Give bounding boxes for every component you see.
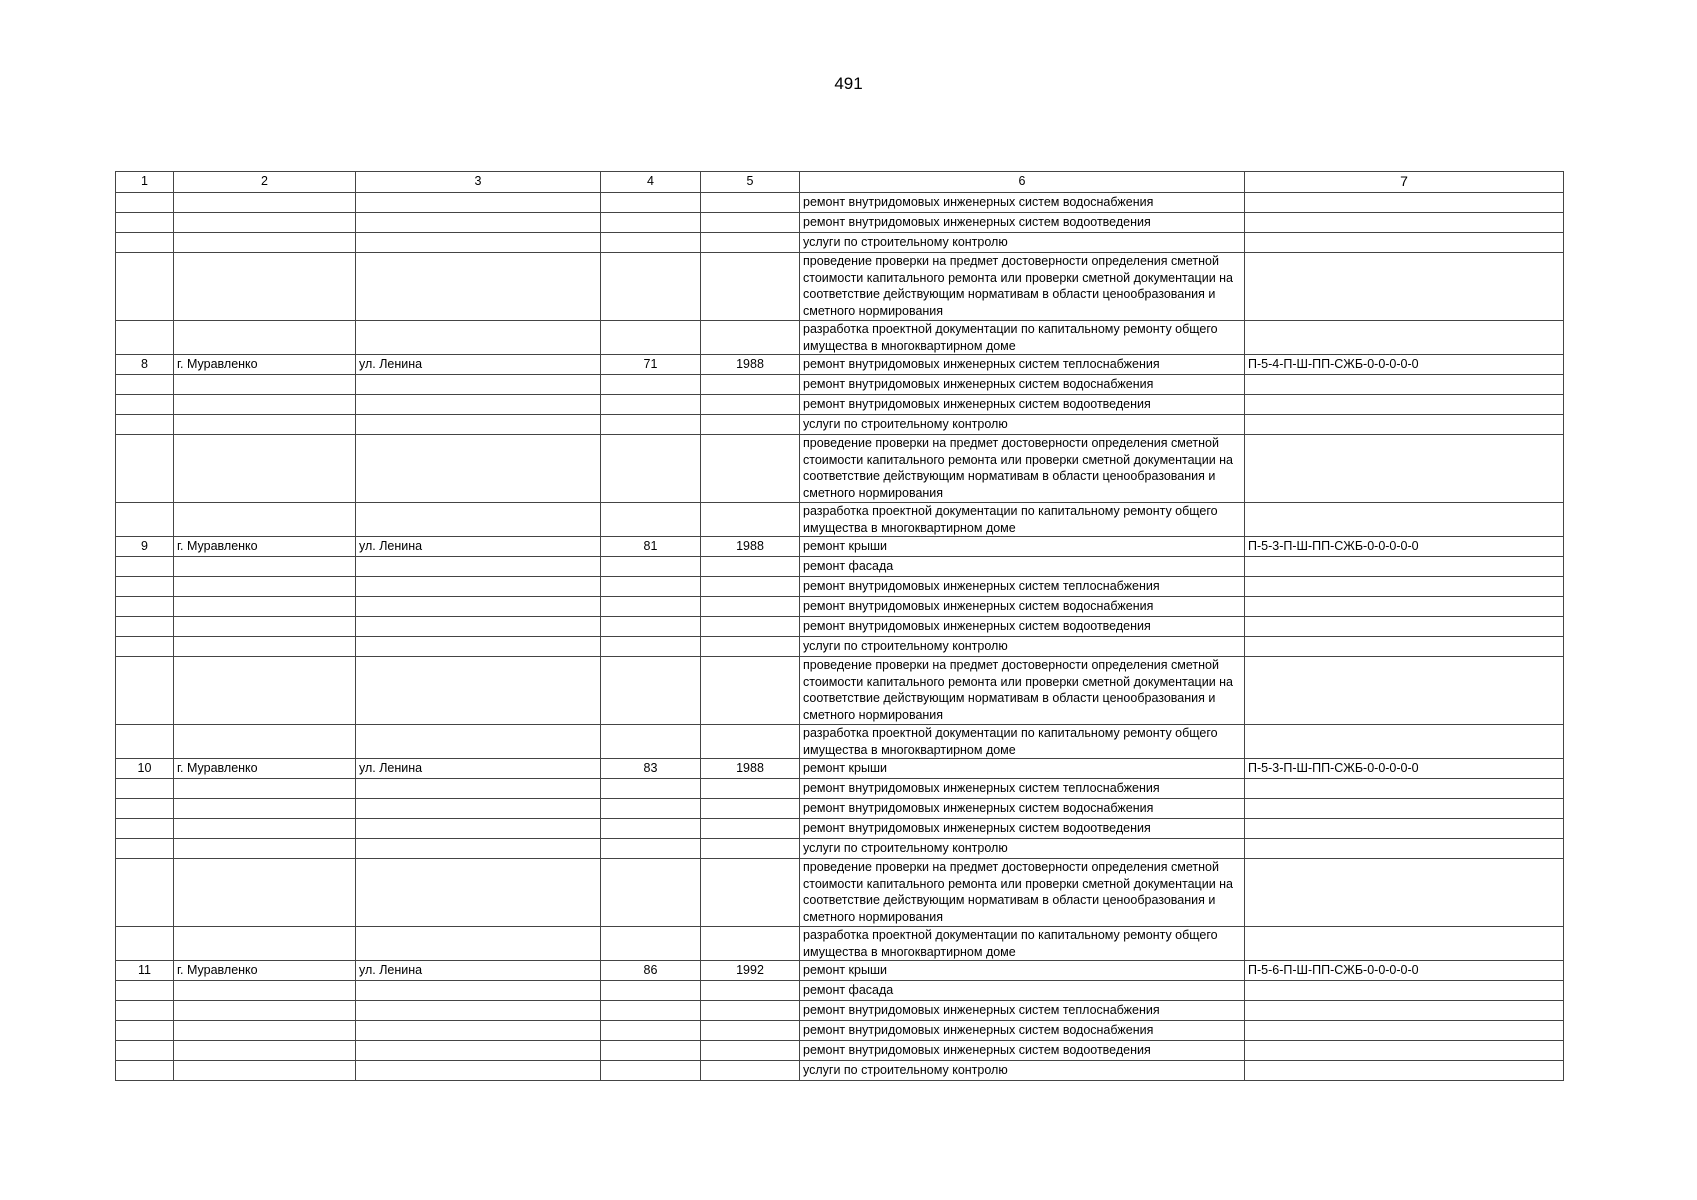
cell-work-type: разработка проектной документации по капитальному ремонту общего имущества в многоквартирном доме — [800, 321, 1245, 355]
cell-work-type: ремонт крыши — [800, 759, 1245, 779]
cell-city — [174, 321, 356, 355]
cell-number — [116, 819, 174, 839]
cell-city — [174, 859, 356, 927]
cell-number — [116, 725, 174, 759]
cell-street — [356, 859, 601, 927]
cell-year — [701, 395, 800, 415]
cell-house — [601, 839, 701, 859]
cell-year — [701, 819, 800, 839]
cell-city: г. Муравленко — [174, 759, 356, 779]
cell-code — [1245, 839, 1564, 859]
cell-work-type: услуги по строительному контролю — [800, 1061, 1245, 1081]
cell-number — [116, 637, 174, 657]
cell-number — [116, 657, 174, 725]
cell-work-type: ремонт крыши — [800, 537, 1245, 557]
cell-work-type: ремонт внутридомовых инженерных систем водоснабжения — [800, 1021, 1245, 1041]
header-col-7: 7 — [1245, 172, 1564, 193]
cell-number — [116, 1021, 174, 1041]
table-row — [116, 415, 1564, 435]
table-row — [116, 981, 1564, 1001]
cell-house — [601, 1021, 701, 1041]
cell-house — [601, 637, 701, 657]
cell-house — [601, 321, 701, 355]
cell-city — [174, 577, 356, 597]
table-row — [116, 597, 1564, 617]
cell-work-type: услуги по строительному контролю — [800, 839, 1245, 859]
cell-year — [701, 1061, 800, 1081]
cell-city — [174, 1021, 356, 1041]
cell-street — [356, 577, 601, 597]
cell-number — [116, 213, 174, 233]
table-row — [116, 839, 1564, 859]
cell-number — [116, 503, 174, 537]
cell-street — [356, 839, 601, 859]
cell-year — [701, 597, 800, 617]
cell-street — [356, 617, 601, 637]
table-row — [116, 657, 1564, 725]
cell-number — [116, 1041, 174, 1061]
cell-city — [174, 617, 356, 637]
cell-year — [701, 213, 800, 233]
cell-street — [356, 321, 601, 355]
cell-work-type: ремонт внутридомовых инженерных систем теплоснабжения — [800, 577, 1245, 597]
cell-year — [701, 617, 800, 637]
cell-city — [174, 981, 356, 1001]
cell-code — [1245, 395, 1564, 415]
cell-street — [356, 819, 601, 839]
cell-work-type: услуги по строительному контролю — [800, 637, 1245, 657]
cell-number: 11 — [116, 961, 174, 981]
cell-street: ул. Ленина — [356, 961, 601, 981]
header-col-4: 4 — [601, 172, 701, 193]
cell-year — [701, 375, 800, 395]
cell-house — [601, 253, 701, 321]
cell-street — [356, 657, 601, 725]
cell-house — [601, 435, 701, 503]
cell-work-type: ремонт внутридомовых инженерных систем водоотведения — [800, 819, 1245, 839]
cell-number — [116, 1061, 174, 1081]
cell-house — [601, 557, 701, 577]
table-row — [116, 819, 1564, 839]
cell-city — [174, 779, 356, 799]
cell-house — [601, 859, 701, 927]
cell-street — [356, 1061, 601, 1081]
cell-city — [174, 375, 356, 395]
cell-work-type: ремонт фасада — [800, 557, 1245, 577]
cell-code — [1245, 193, 1564, 213]
cell-work-type: ремонт крыши — [800, 961, 1245, 981]
cell-code — [1245, 557, 1564, 577]
header-col-3: 3 — [356, 172, 601, 193]
cell-number — [116, 253, 174, 321]
cell-street — [356, 233, 601, 253]
table-body — [116, 193, 1564, 1081]
cell-city — [174, 193, 356, 213]
cell-number — [116, 859, 174, 927]
cell-code — [1245, 1061, 1564, 1081]
cell-code — [1245, 375, 1564, 395]
cell-city — [174, 657, 356, 725]
cell-work-type: разработка проектной документации по капитальному ремонту общего имущества в многоквартирном доме — [800, 725, 1245, 759]
cell-work-type: услуги по строительному контролю — [800, 233, 1245, 253]
cell-house — [601, 927, 701, 961]
cell-number — [116, 193, 174, 213]
cell-code — [1245, 617, 1564, 637]
cell-house — [601, 375, 701, 395]
cell-code — [1245, 435, 1564, 503]
cell-house: 71 — [601, 355, 701, 375]
cell-year — [701, 253, 800, 321]
cell-work-type: ремонт внутридомовых инженерных систем теплоснабжения — [800, 355, 1245, 375]
cell-work-type: проведение проверки на предмет достоверности определения сметной стоимости капитального ремонта или проверки сметной документации на соответствие действующим нормативам в области ценообразования и сметного нормирования — [800, 657, 1245, 725]
cell-year — [701, 503, 800, 537]
cell-city: г. Муравленко — [174, 537, 356, 557]
cell-city — [174, 927, 356, 961]
table-row — [116, 557, 1564, 577]
table-row — [116, 859, 1564, 927]
table-row — [116, 213, 1564, 233]
table-row — [116, 779, 1564, 799]
cell-code — [1245, 1001, 1564, 1021]
cell-code — [1245, 819, 1564, 839]
cell-year — [701, 725, 800, 759]
cell-year — [701, 415, 800, 435]
cell-number — [116, 375, 174, 395]
table-row — [116, 435, 1564, 503]
cell-city — [174, 839, 356, 859]
cell-year: 1992 — [701, 961, 800, 981]
repair-program-table — [115, 171, 1564, 1081]
cell-number — [116, 839, 174, 859]
cell-city — [174, 415, 356, 435]
table-row — [116, 637, 1564, 657]
cell-street — [356, 503, 601, 537]
cell-number — [116, 597, 174, 617]
table-row — [116, 193, 1564, 213]
cell-city — [174, 597, 356, 617]
table-row — [116, 321, 1564, 355]
table-row — [116, 375, 1564, 395]
cell-street — [356, 193, 601, 213]
table-row — [116, 799, 1564, 819]
cell-street — [356, 597, 601, 617]
cell-house — [601, 597, 701, 617]
cell-number — [116, 1001, 174, 1021]
cell-work-type: проведение проверки на предмет достоверности определения сметной стоимости капитального ремонта или проверки сметной документации на соответствие действующим нормативам в области ценообразования и сметного нормирования — [800, 253, 1245, 321]
cell-code — [1245, 859, 1564, 927]
table-row — [116, 233, 1564, 253]
cell-number — [116, 415, 174, 435]
cell-house: 86 — [601, 961, 701, 981]
cell-code — [1245, 725, 1564, 759]
cell-number — [116, 577, 174, 597]
cell-house — [601, 233, 701, 253]
cell-street: ул. Ленина — [356, 537, 601, 557]
cell-year — [701, 981, 800, 1001]
cell-city — [174, 395, 356, 415]
cell-year — [701, 927, 800, 961]
cell-year — [701, 577, 800, 597]
cell-code: П-5-3-П-Ш-ПП-СЖБ-0-0-0-0-0 — [1245, 759, 1564, 779]
table-row — [116, 537, 1564, 557]
table-row — [116, 961, 1564, 981]
cell-work-type: ремонт внутридомовых инженерных систем водоснабжения — [800, 597, 1245, 617]
cell-house — [601, 657, 701, 725]
cell-house — [601, 577, 701, 597]
cell-code: П-5-6-П-Ш-ПП-СЖБ-0-0-0-0-0 — [1245, 961, 1564, 981]
cell-street: ул. Ленина — [356, 759, 601, 779]
cell-year — [701, 1041, 800, 1061]
cell-number — [116, 321, 174, 355]
table-row — [116, 759, 1564, 779]
header-row — [116, 172, 1564, 193]
cell-work-type: ремонт внутридомовых инженерных систем водоотведения — [800, 213, 1245, 233]
cell-number — [116, 617, 174, 637]
cell-city — [174, 725, 356, 759]
cell-house — [601, 395, 701, 415]
cell-house — [601, 981, 701, 1001]
cell-number — [116, 233, 174, 253]
cell-number — [116, 557, 174, 577]
cell-year — [701, 839, 800, 859]
header-col-5: 5 — [701, 172, 800, 193]
table-row — [116, 395, 1564, 415]
cell-street — [356, 375, 601, 395]
cell-code — [1245, 253, 1564, 321]
cell-year: 1988 — [701, 759, 800, 779]
cell-work-type: разработка проектной документации по капитальному ремонту общего имущества в многоквартирном доме — [800, 927, 1245, 961]
cell-year — [701, 557, 800, 577]
cell-city — [174, 1001, 356, 1021]
cell-work-type: ремонт внутридомовых инженерных систем теплоснабжения — [800, 1001, 1245, 1021]
cell-street — [356, 557, 601, 577]
cell-code — [1245, 597, 1564, 617]
cell-street — [356, 415, 601, 435]
cell-street — [356, 799, 601, 819]
cell-house — [601, 799, 701, 819]
cell-street — [356, 213, 601, 233]
cell-code — [1245, 1021, 1564, 1041]
cell-work-type: ремонт внутридомовых инженерных систем теплоснабжения — [800, 779, 1245, 799]
table-row — [116, 1021, 1564, 1041]
cell-city — [174, 637, 356, 657]
cell-code — [1245, 577, 1564, 597]
table-row — [116, 617, 1564, 637]
cell-code — [1245, 637, 1564, 657]
cell-work-type: ремонт внутридомовых инженерных систем водоснабжения — [800, 375, 1245, 395]
cell-code — [1245, 657, 1564, 725]
cell-code — [1245, 927, 1564, 961]
table-row — [116, 725, 1564, 759]
cell-street — [356, 637, 601, 657]
cell-year — [701, 657, 800, 725]
cell-year: 1988 — [701, 355, 800, 375]
cell-year — [701, 859, 800, 927]
table-row — [116, 1041, 1564, 1061]
cell-house — [601, 1041, 701, 1061]
cell-year — [701, 1021, 800, 1041]
cell-street — [356, 981, 601, 1001]
cell-work-type: ремонт внутридомовых инженерных систем водоснабжения — [800, 799, 1245, 819]
cell-code — [1245, 981, 1564, 1001]
cell-house: 81 — [601, 537, 701, 557]
table-row — [116, 927, 1564, 961]
cell-work-type: ремонт фасада — [800, 981, 1245, 1001]
cell-work-type: проведение проверки на предмет достоверности определения сметной стоимости капитального ремонта или проверки сметной документации на соответствие действующим нормативам в области ценообразования и сметного нормирования — [800, 435, 1245, 503]
cell-street — [356, 395, 601, 415]
cell-street — [356, 779, 601, 799]
cell-year — [701, 779, 800, 799]
cell-city: г. Муравленко — [174, 355, 356, 375]
cell-year — [701, 799, 800, 819]
cell-street — [356, 725, 601, 759]
cell-house — [601, 503, 701, 537]
cell-year — [701, 193, 800, 213]
cell-city — [174, 503, 356, 537]
cell-city — [174, 435, 356, 503]
cell-number: 9 — [116, 537, 174, 557]
cell-work-type: разработка проектной документации по капитальному ремонту общего имущества в многоквартирном доме — [800, 503, 1245, 537]
cell-house — [601, 725, 701, 759]
cell-code — [1245, 415, 1564, 435]
cell-city — [174, 213, 356, 233]
cell-code — [1245, 233, 1564, 253]
cell-work-type: ремонт внутридомовых инженерных систем водоотведения — [800, 395, 1245, 415]
table-row — [116, 1001, 1564, 1021]
cell-number — [116, 799, 174, 819]
cell-city — [174, 253, 356, 321]
table-row — [116, 355, 1564, 375]
cell-work-type: ремонт внутридомовых инженерных систем водоснабжения — [800, 193, 1245, 213]
cell-street — [356, 927, 601, 961]
cell-city — [174, 557, 356, 577]
cell-city — [174, 799, 356, 819]
cell-house — [601, 1061, 701, 1081]
cell-code: П-5-3-П-Ш-ПП-СЖБ-0-0-0-0-0 — [1245, 537, 1564, 557]
table-row — [116, 577, 1564, 597]
cell-code — [1245, 799, 1564, 819]
header-col-6: 6 — [800, 172, 1245, 193]
table-row — [116, 1061, 1564, 1081]
cell-house — [601, 819, 701, 839]
cell-work-type: услуги по строительному контролю — [800, 415, 1245, 435]
cell-code — [1245, 779, 1564, 799]
cell-city — [174, 819, 356, 839]
cell-code — [1245, 213, 1564, 233]
cell-city — [174, 1041, 356, 1061]
cell-code: П-5-4-П-Ш-ПП-СЖБ-0-0-0-0-0 — [1245, 355, 1564, 375]
cell-house — [601, 617, 701, 637]
cell-number — [116, 395, 174, 415]
cell-street — [356, 435, 601, 503]
cell-code — [1245, 1041, 1564, 1061]
cell-work-type: проведение проверки на предмет достоверности определения сметной стоимости капитального ремонта или проверки сметной документации на соответствие действующим нормативам в области ценообразования и сметного нормирования — [800, 859, 1245, 927]
cell-city — [174, 233, 356, 253]
cell-number — [116, 981, 174, 1001]
cell-number: 10 — [116, 759, 174, 779]
cell-house — [601, 415, 701, 435]
cell-year — [701, 1001, 800, 1021]
cell-house — [601, 779, 701, 799]
cell-work-type: ремонт внутридомовых инженерных систем водоотведения — [800, 1041, 1245, 1061]
cell-year — [701, 233, 800, 253]
header-col-1: 1 — [116, 172, 174, 193]
cell-house: 83 — [601, 759, 701, 779]
cell-city: г. Муравленко — [174, 961, 356, 981]
cell-street — [356, 1021, 601, 1041]
cell-code — [1245, 321, 1564, 355]
cell-city — [174, 1061, 356, 1081]
cell-number: 8 — [116, 355, 174, 375]
cell-year — [701, 435, 800, 503]
table-row — [116, 253, 1564, 321]
header-col-2: 2 — [174, 172, 356, 193]
cell-year: 1988 — [701, 537, 800, 557]
cell-street — [356, 1041, 601, 1061]
cell-number — [116, 779, 174, 799]
cell-street — [356, 1001, 601, 1021]
cell-number — [116, 435, 174, 503]
cell-year — [701, 321, 800, 355]
page-number: 491 — [834, 74, 863, 93]
cell-house — [601, 1001, 701, 1021]
cell-house — [601, 213, 701, 233]
cell-work-type: ремонт внутридомовых инженерных систем водоотведения — [800, 617, 1245, 637]
cell-street — [356, 253, 601, 321]
cell-street: ул. Ленина — [356, 355, 601, 375]
table-row — [116, 503, 1564, 537]
cell-house — [601, 193, 701, 213]
cell-number — [116, 927, 174, 961]
cell-year — [701, 637, 800, 657]
cell-code — [1245, 503, 1564, 537]
